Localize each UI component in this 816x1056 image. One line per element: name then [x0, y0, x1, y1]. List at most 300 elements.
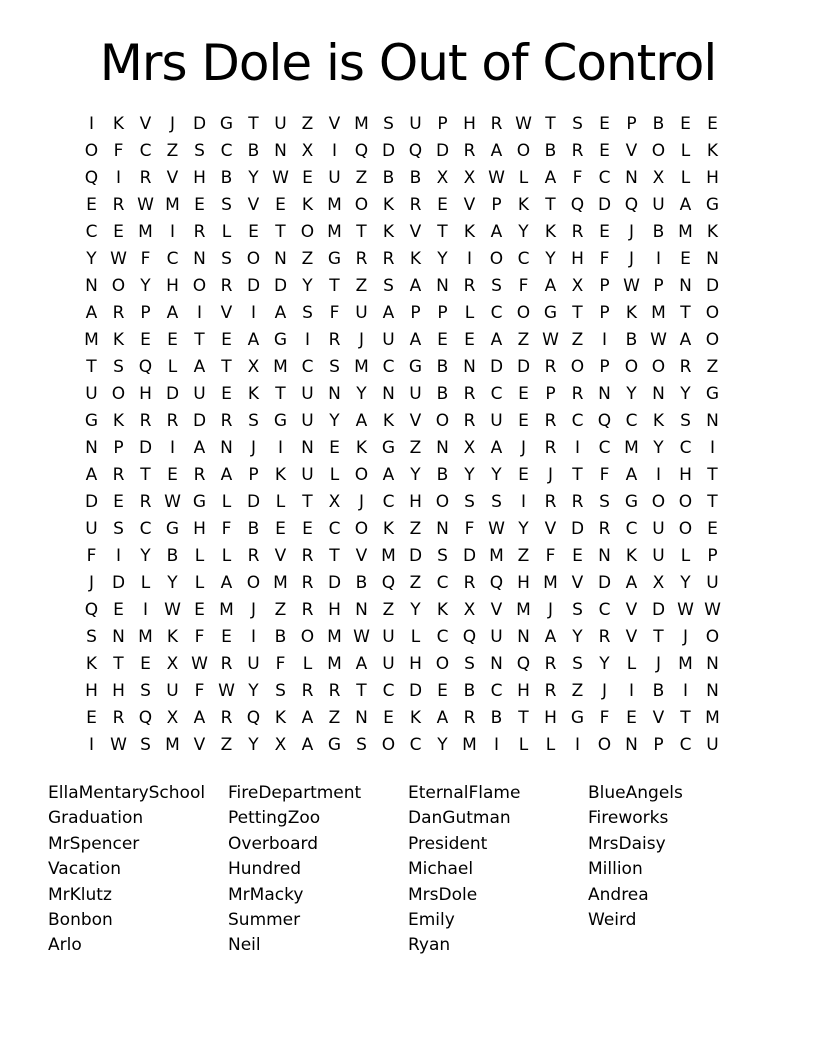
grid-letter: N — [220, 438, 233, 458]
grid-letter: S — [491, 492, 502, 512]
word-list-item: Andrea — [588, 884, 649, 905]
grid-letter: F — [329, 303, 340, 323]
grid-letter: O — [300, 222, 315, 242]
grid-letter: L — [221, 222, 232, 242]
grid-letter: V — [328, 114, 341, 134]
grid-letter: O — [651, 492, 666, 512]
grid-letter: L — [302, 654, 313, 674]
grid-row — [78, 192, 726, 219]
grid-letter: T — [302, 492, 313, 512]
grid-letter: M — [327, 195, 342, 215]
grid-letter: K — [382, 411, 395, 431]
grid-letter: C — [490, 681, 503, 701]
grid-letter: W — [218, 681, 235, 701]
grid-letter: R — [571, 222, 584, 242]
grid-letter: S — [356, 735, 367, 755]
grid-letter: V — [490, 600, 503, 620]
grid-letter: B — [409, 168, 422, 188]
grid-letter: E — [518, 411, 529, 431]
grid-letter: X — [463, 438, 476, 458]
grid-letter: B — [247, 519, 260, 539]
grid-letter: Q — [381, 573, 396, 593]
grid-letter: I — [655, 249, 661, 269]
word-list-item: MrsDaisy — [588, 833, 666, 854]
grid-row — [78, 732, 726, 759]
grid-letter: P — [653, 735, 664, 755]
grid-letter: T — [545, 114, 556, 134]
grid-letter: T — [86, 357, 97, 377]
grid-letter: W — [488, 168, 505, 188]
grid-letter: A — [490, 330, 503, 350]
grid-letter: F — [221, 519, 232, 539]
grid-row — [78, 273, 726, 300]
grid-letter: N — [490, 654, 503, 674]
grid-letter: Z — [706, 357, 719, 377]
grid-letter: Y — [464, 465, 475, 485]
grid-letter: J — [682, 627, 688, 647]
grid-letter: C — [139, 141, 152, 161]
grid-letter: S — [275, 681, 286, 701]
grid-letter: E — [329, 438, 340, 458]
grid-letter: K — [301, 195, 314, 215]
grid-letter: C — [139, 519, 152, 539]
grid-letter: A — [193, 438, 206, 458]
grid-letter: C — [382, 681, 395, 701]
grid-letter: Z — [301, 249, 314, 269]
grid-letter: R — [301, 573, 314, 593]
grid-letter: M — [327, 654, 342, 674]
word-list-item: Hundred — [228, 859, 301, 880]
grid-letter: O — [381, 735, 396, 755]
grid-letter: R — [598, 627, 611, 647]
grid-letter: E — [221, 384, 232, 404]
grid-letter: P — [410, 303, 421, 323]
grid-letter: R — [220, 276, 233, 296]
grid-letter: C — [490, 384, 503, 404]
grid-letter: T — [356, 222, 367, 242]
grid-letter: L — [680, 141, 691, 161]
grid-letter: R — [598, 519, 611, 539]
grid-letter: K — [625, 546, 638, 566]
grid-letter: U — [382, 627, 395, 647]
grid-letter: A — [490, 438, 503, 458]
grid-letter: V — [463, 195, 476, 215]
grid-letter: E — [275, 195, 286, 215]
grid-letter: R — [139, 492, 152, 512]
grid-letter: X — [328, 492, 341, 512]
grid-letter: R — [220, 708, 233, 728]
grid-letter: R — [571, 141, 584, 161]
grid-letter: D — [408, 681, 423, 701]
grid-letter: V — [409, 222, 422, 242]
grid-letter: T — [437, 222, 448, 242]
grid-letter: C — [436, 573, 449, 593]
grid-letter: R — [247, 546, 260, 566]
grid-letter: J — [358, 492, 364, 512]
grid-letter: R — [355, 249, 368, 269]
grid-letter: T — [275, 384, 286, 404]
grid-letter: U — [652, 546, 665, 566]
grid-letter: W — [110, 249, 127, 269]
grid-letter: G — [705, 384, 720, 404]
grid-letter: O — [111, 276, 126, 296]
grid-row — [78, 408, 726, 435]
grid-letter: I — [520, 492, 526, 512]
grid-row — [78, 219, 726, 246]
grid-letter: D — [570, 519, 585, 539]
grid-letter: E — [302, 519, 313, 539]
grid-row — [78, 300, 726, 327]
grid-letter: S — [221, 249, 232, 269]
grid-letter: M — [273, 573, 288, 593]
grid-letter: R — [571, 384, 584, 404]
grid-letter: V — [625, 141, 638, 161]
grid-letter: I — [466, 249, 472, 269]
grid-letter: Y — [140, 546, 151, 566]
grid-letter: L — [680, 546, 691, 566]
grid-letter: S — [491, 276, 502, 296]
grid-letter: Y — [248, 681, 259, 701]
grid-letter: O — [516, 141, 531, 161]
grid-letter: C — [328, 519, 341, 539]
grid-letter: L — [140, 573, 151, 593]
grid-row — [78, 327, 726, 354]
grid-letter: V — [544, 519, 557, 539]
grid-letter: J — [250, 438, 256, 458]
grid-letter: A — [436, 708, 449, 728]
grid-letter: T — [545, 195, 556, 215]
grid-row — [78, 516, 726, 543]
grid-letter: M — [84, 330, 99, 350]
grid-letter: A — [301, 735, 314, 755]
grid-letter: I — [277, 438, 283, 458]
grid-letter: I — [88, 735, 94, 755]
grid-letter: B — [652, 681, 665, 701]
grid-row — [78, 651, 726, 678]
grid-letter: V — [571, 573, 584, 593]
grid-letter: K — [112, 330, 125, 350]
grid-letter: G — [381, 438, 396, 458]
puzzle-title: Mrs Dole is Out of Control — [99, 34, 717, 92]
grid-letter: W — [191, 654, 208, 674]
grid-letter: U — [652, 195, 665, 215]
grid-letter: K — [706, 222, 719, 242]
grid-letter: M — [138, 627, 153, 647]
grid-letter: R — [409, 195, 422, 215]
grid-letter: N — [598, 546, 611, 566]
grid-letter: N — [517, 627, 530, 647]
grid-letter: K — [625, 303, 638, 323]
grid-letter: L — [194, 546, 205, 566]
grid-letter: Y — [491, 465, 502, 485]
grid-letter: K — [544, 222, 557, 242]
grid-letter: Y — [248, 735, 259, 755]
grid-letter: G — [408, 357, 423, 377]
grid-letter: G — [327, 735, 342, 755]
grid-letter: C — [598, 438, 611, 458]
grid-letter: T — [572, 465, 583, 485]
grid-letter: A — [193, 357, 206, 377]
grid-letter: Z — [517, 546, 530, 566]
grid-letter: K — [112, 114, 125, 134]
grid-letter: D — [597, 195, 612, 215]
grid-letter: X — [463, 168, 476, 188]
grid-letter: I — [304, 330, 310, 350]
grid-letter: O — [300, 627, 315, 647]
grid-letter: P — [437, 303, 448, 323]
grid-letter: S — [329, 357, 340, 377]
grid-letter: E — [680, 249, 691, 269]
word-search-grid — [78, 111, 726, 759]
grid-letter: P — [140, 303, 151, 323]
grid-letter: N — [355, 600, 368, 620]
grid-letter: K — [355, 438, 368, 458]
grid-letter: V — [409, 411, 422, 431]
word-list-item: BlueAngels — [588, 783, 683, 803]
grid-letter: C — [490, 303, 503, 323]
grid-letter: H — [193, 519, 206, 539]
grid-letter: S — [86, 627, 97, 647]
grid-letter: M — [543, 573, 558, 593]
grid-letter: H — [139, 384, 152, 404]
grid-letter: V — [652, 708, 665, 728]
grid-letter: S — [113, 357, 124, 377]
grid-letter: U — [301, 465, 314, 485]
grid-letter: Y — [653, 438, 664, 458]
grid-letter: S — [437, 546, 448, 566]
grid-letter: Y — [167, 573, 178, 593]
grid-letter: B — [220, 168, 233, 188]
grid-letter: O — [624, 357, 639, 377]
grid-letter: Y — [248, 168, 259, 188]
grid-letter: M — [219, 600, 234, 620]
grid-letter: B — [463, 681, 476, 701]
grid-letter: N — [85, 438, 98, 458]
grid-letter: U — [382, 330, 395, 350]
grid-letter: R — [463, 411, 476, 431]
grid-letter: U — [706, 573, 719, 593]
grid-letter: I — [628, 681, 634, 701]
grid-letter: A — [679, 195, 692, 215]
grid-letter: I — [709, 438, 715, 458]
grid-letter: Z — [274, 600, 287, 620]
grid-letter: E — [248, 222, 259, 242]
grid-letter: L — [221, 546, 232, 566]
grid-letter: W — [704, 600, 721, 620]
grid-letter: Z — [328, 708, 341, 728]
grid-letter: M — [462, 735, 477, 755]
grid-letter: Y — [410, 465, 421, 485]
grid-letter: P — [599, 303, 610, 323]
grid-letter: Z — [166, 141, 179, 161]
grid-letter: A — [85, 303, 98, 323]
grid-letter: E — [437, 195, 448, 215]
grid-row — [78, 165, 726, 192]
grid-letter: C — [598, 168, 611, 188]
grid-letter: B — [247, 141, 260, 161]
grid-letter: B — [652, 114, 665, 134]
word-list-item: Michael — [408, 859, 474, 880]
word-list-item: MrKlutz — [48, 884, 112, 905]
word-list-item: FireDepartment — [228, 783, 362, 803]
grid-letter: O — [678, 492, 693, 512]
grid-letter: I — [250, 303, 256, 323]
grid-letter: R — [463, 384, 476, 404]
grid-letter: Z — [571, 681, 584, 701]
grid-letter: M — [705, 708, 720, 728]
grid-letter: R — [220, 654, 233, 674]
grid-letter: O — [435, 492, 450, 512]
word-list-item: Weird — [588, 910, 637, 931]
grid-letter: T — [680, 708, 691, 728]
grid-letter: F — [599, 249, 610, 269]
grid-letter: J — [655, 654, 661, 674]
grid-letter: K — [166, 627, 179, 647]
grid-letter: P — [599, 357, 610, 377]
grid-letter: I — [574, 438, 580, 458]
grid-letter: R — [193, 222, 206, 242]
grid-letter: I — [142, 600, 148, 620]
grid-letter: S — [464, 492, 475, 512]
grid-letter: L — [626, 654, 637, 674]
grid-letter: B — [166, 546, 179, 566]
grid-letter: A — [301, 708, 314, 728]
grid-letter: J — [547, 465, 553, 485]
grid-letter: C — [382, 357, 395, 377]
grid-letter: H — [166, 276, 179, 296]
grid-letter: K — [382, 519, 395, 539]
grid-row — [78, 246, 726, 273]
grid-letter: U — [409, 384, 422, 404]
grid-letter: G — [570, 708, 585, 728]
grid-letter: H — [706, 168, 719, 188]
grid-letter: X — [463, 600, 476, 620]
grid-letter: Y — [86, 249, 97, 269]
grid-letter: N — [652, 384, 665, 404]
grid-letter: L — [329, 465, 340, 485]
grid-letter: F — [545, 546, 556, 566]
grid-letter: A — [220, 465, 233, 485]
grid-letter: S — [221, 195, 232, 215]
grid-letter: U — [328, 168, 341, 188]
grid-letter: D — [705, 276, 720, 296]
grid-letter: G — [624, 492, 639, 512]
word-list-item: EllaMentarySchool — [48, 783, 206, 803]
grid-letter: Q — [624, 195, 639, 215]
grid-letter: Z — [409, 519, 422, 539]
grid-letter: T — [707, 465, 718, 485]
grid-letter: L — [464, 303, 475, 323]
grid-letter: C — [166, 249, 179, 269]
grid-letter: K — [382, 195, 395, 215]
grid-letter: N — [193, 249, 206, 269]
grid-letter: F — [194, 681, 205, 701]
grid-letter: U — [490, 411, 503, 431]
grid-letter: B — [436, 384, 449, 404]
grid-letter: A — [274, 303, 287, 323]
grid-letter: Z — [355, 276, 368, 296]
grid-letter: P — [707, 546, 718, 566]
grid-letter: T — [518, 708, 529, 728]
grid-letter: D — [246, 276, 261, 296]
grid-letter: E — [572, 546, 583, 566]
grid-letter: M — [489, 546, 504, 566]
grid-letter: S — [572, 114, 583, 134]
grid-letter: G — [219, 114, 234, 134]
grid-letter: T — [248, 114, 259, 134]
word-list-item: Overboard — [228, 833, 318, 854]
grid-letter: U — [301, 384, 314, 404]
grid-letter: H — [517, 573, 530, 593]
grid-letter: S — [248, 411, 259, 431]
word-list — [48, 781, 768, 959]
grid-letter: X — [166, 654, 179, 674]
grid-letter: L — [518, 168, 529, 188]
grid-letter: W — [488, 519, 505, 539]
word-list-item: MrSpencer — [48, 833, 140, 854]
word-list-item: EternalFlame — [408, 783, 521, 803]
grid-letter: E — [518, 465, 529, 485]
grid-row — [78, 489, 726, 516]
grid-letter: M — [354, 357, 369, 377]
grid-letter: X — [436, 168, 449, 188]
grid-letter: O — [489, 249, 504, 269]
grid-letter: Y — [572, 627, 583, 647]
grid-letter: R — [193, 465, 206, 485]
grid-letter: H — [409, 492, 422, 512]
grid-letter: R — [463, 141, 476, 161]
grid-letter: L — [221, 492, 232, 512]
grid-letter: U — [85, 384, 98, 404]
grid-letter: R — [328, 330, 341, 350]
grid-letter: N — [436, 438, 449, 458]
word-list-item: MrsDole — [408, 884, 478, 905]
grid-letter: I — [682, 681, 688, 701]
grid-letter: E — [707, 114, 718, 134]
grid-letter: Q — [489, 573, 504, 593]
grid-letter: D — [84, 492, 99, 512]
word-list-item: DanGutman — [408, 808, 511, 829]
word-list-column — [228, 781, 408, 959]
grid-letter: S — [383, 276, 394, 296]
word-list-item: MrMacky — [228, 884, 304, 905]
grid-letter: I — [574, 735, 580, 755]
grid-letter: K — [517, 195, 530, 215]
grid-letter: H — [463, 114, 476, 134]
grid-letter: J — [601, 681, 607, 701]
grid-letter: A — [625, 465, 638, 485]
grid-letter: R — [112, 303, 125, 323]
word-list-column — [48, 781, 228, 959]
grid-letter: N — [463, 357, 476, 377]
grid-letter: E — [140, 330, 151, 350]
grid-letter: M — [273, 357, 288, 377]
grid-letter: E — [464, 330, 475, 350]
grid-letter: U — [166, 681, 179, 701]
grid-letter: O — [111, 384, 126, 404]
grid-row — [78, 138, 726, 165]
grid-letter: N — [625, 168, 638, 188]
grid-letter: S — [194, 141, 205, 161]
grid-letter: R — [112, 465, 125, 485]
grid-letter: W — [164, 492, 181, 512]
grid-letter: K — [274, 465, 287, 485]
grid-letter: F — [599, 708, 610, 728]
grid-letter: O — [705, 330, 720, 350]
grid-letter: T — [572, 303, 583, 323]
grid-letter: A — [409, 276, 422, 296]
grid-letter: B — [355, 573, 368, 593]
